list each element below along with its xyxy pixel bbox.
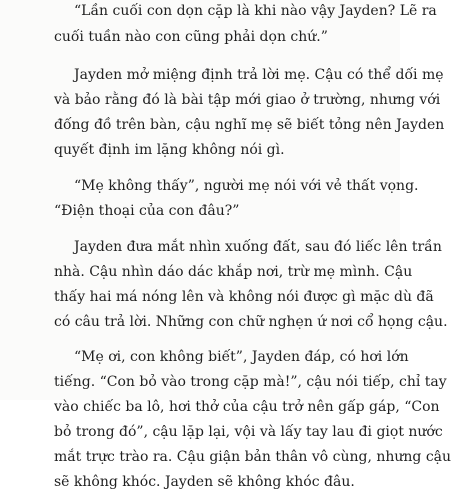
text-line: “Điện thoại của con đâu?” bbox=[54, 203, 240, 219]
text-line: vào chiếc ba lô, hơi thở của cậu trở nên gấp gáp, “Con bbox=[54, 399, 440, 415]
text-line: có câu trả lời. Những con chữ nghẹn ứ nơi cổ họng cậu. bbox=[54, 314, 448, 330]
text-line: “Mẹ ơi, con không biết”, Jayden đáp, có hơi lớn bbox=[74, 349, 409, 365]
text-line: và bảo rằng đó là bài tập mới giao ở trường, nhưng với bbox=[54, 92, 441, 108]
text-line: mắt trực trào ra. Cậu giận bản thân vô cùng, nhưng cậu bbox=[54, 449, 451, 465]
text-line: thấy hai má nóng lên và không nói được gì mặc dù đã bbox=[54, 289, 434, 305]
text-line: sẽ không khóc. Jayden sẽ không khóc đâu. bbox=[54, 474, 355, 490]
text-line: “Lần cuối con dọn cặp là khi nào vậy Jayden? Lẽ ra bbox=[74, 3, 437, 19]
text-line: bỏ trong đó”, cậu lặp lại, vội và lấy tay lau đi giọt nước bbox=[54, 424, 443, 440]
text-line: Jayden đưa mắt nhìn xuống đất, sau đó liếc lên trần bbox=[74, 239, 442, 255]
text-line: Jayden mở miệng định trả lời mẹ. Cậu có thể dối mẹ bbox=[74, 67, 444, 83]
text-line: nhà. Cậu nhìn dáo dác khắp nơi, trừ mẹ mình. Cậu bbox=[54, 264, 413, 280]
text-line: quyết định im lặng không nói gì. bbox=[54, 142, 285, 158]
text-line: cuối tuần nào con cũng phải dọn chứ.” bbox=[54, 29, 328, 45]
text-line: tiếng. “Con bỏ vào trong cặp mà!”, cậu nói tiếp, chỉ tay bbox=[54, 374, 447, 390]
text-line: đống đồ trên bàn, cậu nghĩ mẹ sẽ biết tỏng nên Jayden bbox=[54, 117, 445, 133]
text-line: “Mẹ không thấy”, người mẹ nói với vẻ thất vọng. bbox=[74, 178, 419, 194]
